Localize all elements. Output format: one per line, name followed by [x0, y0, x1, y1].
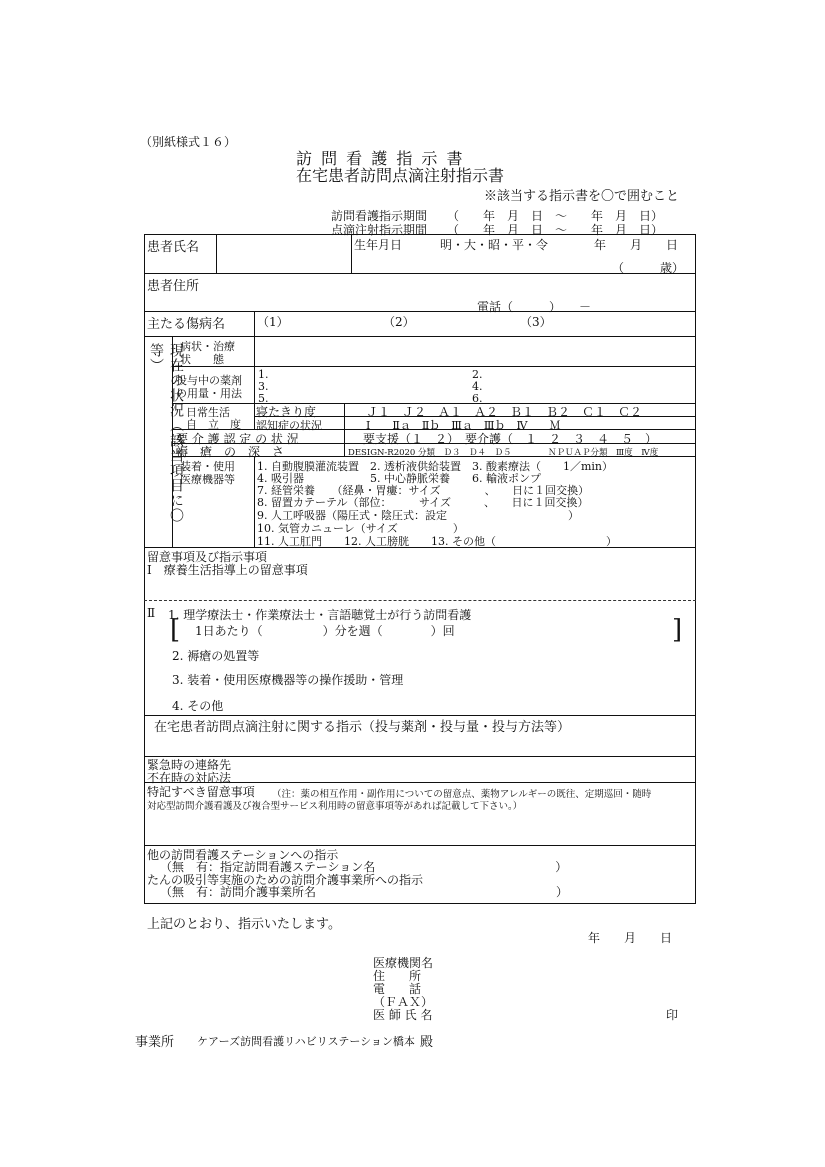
instruction-note: ※該当する指示書を〇で囲むこと	[484, 189, 680, 204]
daily-living-label-2: 自 立 度	[186, 418, 241, 431]
doctor-name-label: 医 師 氏 名	[373, 1008, 433, 1022]
medication-6[interactable]: 6.	[472, 392, 483, 405]
device-item[interactable]: 11. 人工肛門 12. 人工膀胱 13. その他（ ）	[257, 535, 617, 548]
rehab-item: 1. 理学療法士・作業療法士・言語聴覚士が行う訪問看護	[168, 608, 472, 622]
divider	[172, 456, 696, 457]
diagnosis-2[interactable]: （2）	[383, 315, 415, 329]
dob-eras[interactable]: 明・大・昭・平・令	[440, 238, 549, 252]
condition-label-2: 状 態	[180, 353, 224, 366]
diagnosis-label: 主たる傷病名	[147, 317, 226, 332]
divider	[216, 234, 217, 273]
absence-response-label: 不在時の対応法	[147, 771, 232, 785]
suction-office-value[interactable]: （無 有：訪問介護事業所名 ）	[160, 885, 569, 899]
device-item[interactable]: 4. 吸引器 5. 中心静脈栄養 6. 輸液ポンプ	[257, 472, 541, 485]
divider	[172, 366, 696, 367]
divider	[144, 311, 696, 312]
dementia-values[interactable]: Ⅰ Ⅱａ Ⅱｂ Ⅲａ Ⅲｂ Ⅳ Ｍ	[366, 419, 561, 432]
special-notes-note-2: 対応型訪問介護看護及び複合型サービス利用時の留意事項等があれば記載して下さい。）	[147, 801, 523, 812]
diagnosis-1[interactable]: （1）	[257, 315, 289, 329]
medication-label: 投与中の薬剤	[176, 374, 242, 387]
ulcer-design-values[interactable]: DESIGN-R2020 分類 Ｄ３ Ｄ４ Ｄ５	[348, 448, 512, 458]
ulcer-npuap-values[interactable]: ＮＰＵＡＰ分類 Ⅲ度 Ⅳ度	[548, 448, 659, 458]
document-subtitle: 在宅患者訪問点滴注射指示書	[296, 166, 505, 185]
institution-phone-label: 電 話	[373, 982, 422, 996]
dementia-label: 認知症の状況	[256, 419, 322, 432]
form-number: （別紙様式１６）	[140, 135, 237, 149]
issue-date[interactable]: 年 月 日	[588, 931, 673, 945]
divider	[144, 336, 696, 337]
device-item[interactable]: 10. 気管カニューレ（サイズ ）	[257, 522, 464, 535]
institution-label: 医療機関名	[373, 956, 434, 970]
other-station-label: 他の訪問看護ステーションへの指示	[147, 848, 339, 862]
medication-1[interactable]: 1.	[258, 368, 269, 381]
device-item[interactable]: 7. 経管栄養 （経鼻・胃瘻：サイズ 、 日に１回交換）	[257, 484, 590, 497]
care-level-values[interactable]: 要支援（１ ２） 要介護（ １ ２ ３ ４ ５ ）	[363, 432, 658, 446]
emergency-contact-label: 緊急時の連絡先	[147, 758, 232, 772]
right-bracket: ]	[672, 615, 683, 645]
device-item[interactable]: 9. 人工呼吸器（陽圧式・陰圧式：設定 ）	[257, 509, 579, 522]
honorific: 殿	[420, 1035, 434, 1050]
care-level-label: 要 介 護 認 定 の 状 況	[176, 432, 299, 446]
dob-date[interactable]: 年 月 日	[594, 238, 679, 252]
bedridden-label: 寝たきり度	[256, 405, 317, 419]
pressure-ulcer-label: 褥 瘡 の 深 さ	[176, 445, 285, 459]
dashed-divider	[144, 600, 696, 601]
patient-address-label: 患者住所	[147, 279, 200, 294]
bedridden-values[interactable]: Ｊ１ Ｊ２ Ａ１ Ａ２ Ｂ１ Ｂ２ Ｃ１ Ｃ２	[366, 405, 643, 419]
instructions-heading: 留意事項及び指示事項	[147, 550, 268, 564]
device-item[interactable]: 8. 留置カテーテル（部位： サイズ 、 日に１回交換）	[257, 496, 589, 509]
daily-living-label: 日常生活	[186, 406, 230, 419]
current-status-side-label: 現在の状況（該当項目に〇等）	[148, 343, 184, 523]
patient-phone[interactable]: 電話（ ） －	[477, 300, 592, 314]
age[interactable]: （ 歳）	[612, 261, 685, 275]
diagnosis-3[interactable]: （3）	[520, 315, 552, 329]
device-support-item: 3. 装着・使用医療機器等の操作援助・管理	[172, 673, 404, 687]
other-item: 4. その他	[172, 699, 224, 713]
devices-label: 装着・使用	[180, 460, 235, 473]
medication-label-2: の用量・用法	[176, 387, 242, 400]
left-bracket: [	[170, 615, 181, 645]
medication-3[interactable]: 3.	[258, 380, 269, 393]
iv-period-label: 点滴注射指示期間	[331, 223, 428, 237]
condition-label: 病状・治療	[180, 340, 235, 353]
institution-fax-label: （ＦＡＸ）	[373, 995, 434, 1009]
suction-office-label: たんの吸引等実施のための訪問介護事業所への指示	[147, 873, 424, 887]
medication-2[interactable]: 2.	[472, 368, 483, 381]
iv-period-value[interactable]: （ 年 月 日 〜 年 月 日）	[447, 223, 664, 237]
divider	[344, 429, 345, 443]
visit-period-value[interactable]: （ 年 月 日 〜 年 月 日）	[447, 209, 664, 223]
divider	[351, 234, 352, 273]
devices-label-2: 医療機器等	[180, 473, 235, 486]
divider	[172, 336, 173, 547]
pressure-ulcer-item: 2. 褥瘡の処置等	[172, 649, 260, 663]
medication-5[interactable]: 5.	[258, 392, 269, 405]
divider	[254, 456, 255, 547]
office-name: ケアーズ訪問看護リハビリステーション橋本	[197, 1035, 415, 1048]
seal-mark: 印	[666, 1008, 679, 1022]
visit-period-label: 訪問看護指示期間	[331, 209, 428, 223]
special-notes-note: （注：薬の相互作用・副作用についての留意点、薬物アレルギーの既往、定期巡回・随時	[272, 789, 652, 800]
dob-label: 生年月日	[354, 238, 403, 252]
document-title: 訪 問 看 護 指 示 書	[296, 149, 465, 168]
instructions-section-2-number: Ⅱ	[147, 606, 156, 620]
statement: 上記のとおり、指示いたします。	[147, 917, 341, 932]
iv-instructions-label: 在宅患者訪問点滴注射に関する指示（投与薬剤・投与量・投与方法等）	[154, 720, 571, 735]
divider	[344, 443, 345, 456]
medication-4[interactable]: 4.	[472, 380, 483, 393]
instructions-section-1: Ⅰ 療養生活指導上の留意事項	[147, 563, 308, 577]
special-notes-label: 特記すべき留意事項	[147, 785, 255, 799]
office-label: 事業所	[135, 1035, 175, 1050]
institution-address-label: 住 所	[373, 969, 422, 983]
device-item[interactable]: 1. 自動腹膜灌流装置 2. 透析液供給装置 3. 酸素療法（ 1／min）	[257, 460, 614, 473]
divider	[144, 273, 696, 274]
divider	[254, 311, 255, 336]
patient-name-label: 患者氏名	[147, 240, 200, 255]
rehab-frequency[interactable]: 1日あたり（ ）分を週（ ）回	[195, 624, 455, 638]
other-station-value[interactable]: （無 有：指定訪問看護ステーション名 ）	[160, 860, 568, 874]
